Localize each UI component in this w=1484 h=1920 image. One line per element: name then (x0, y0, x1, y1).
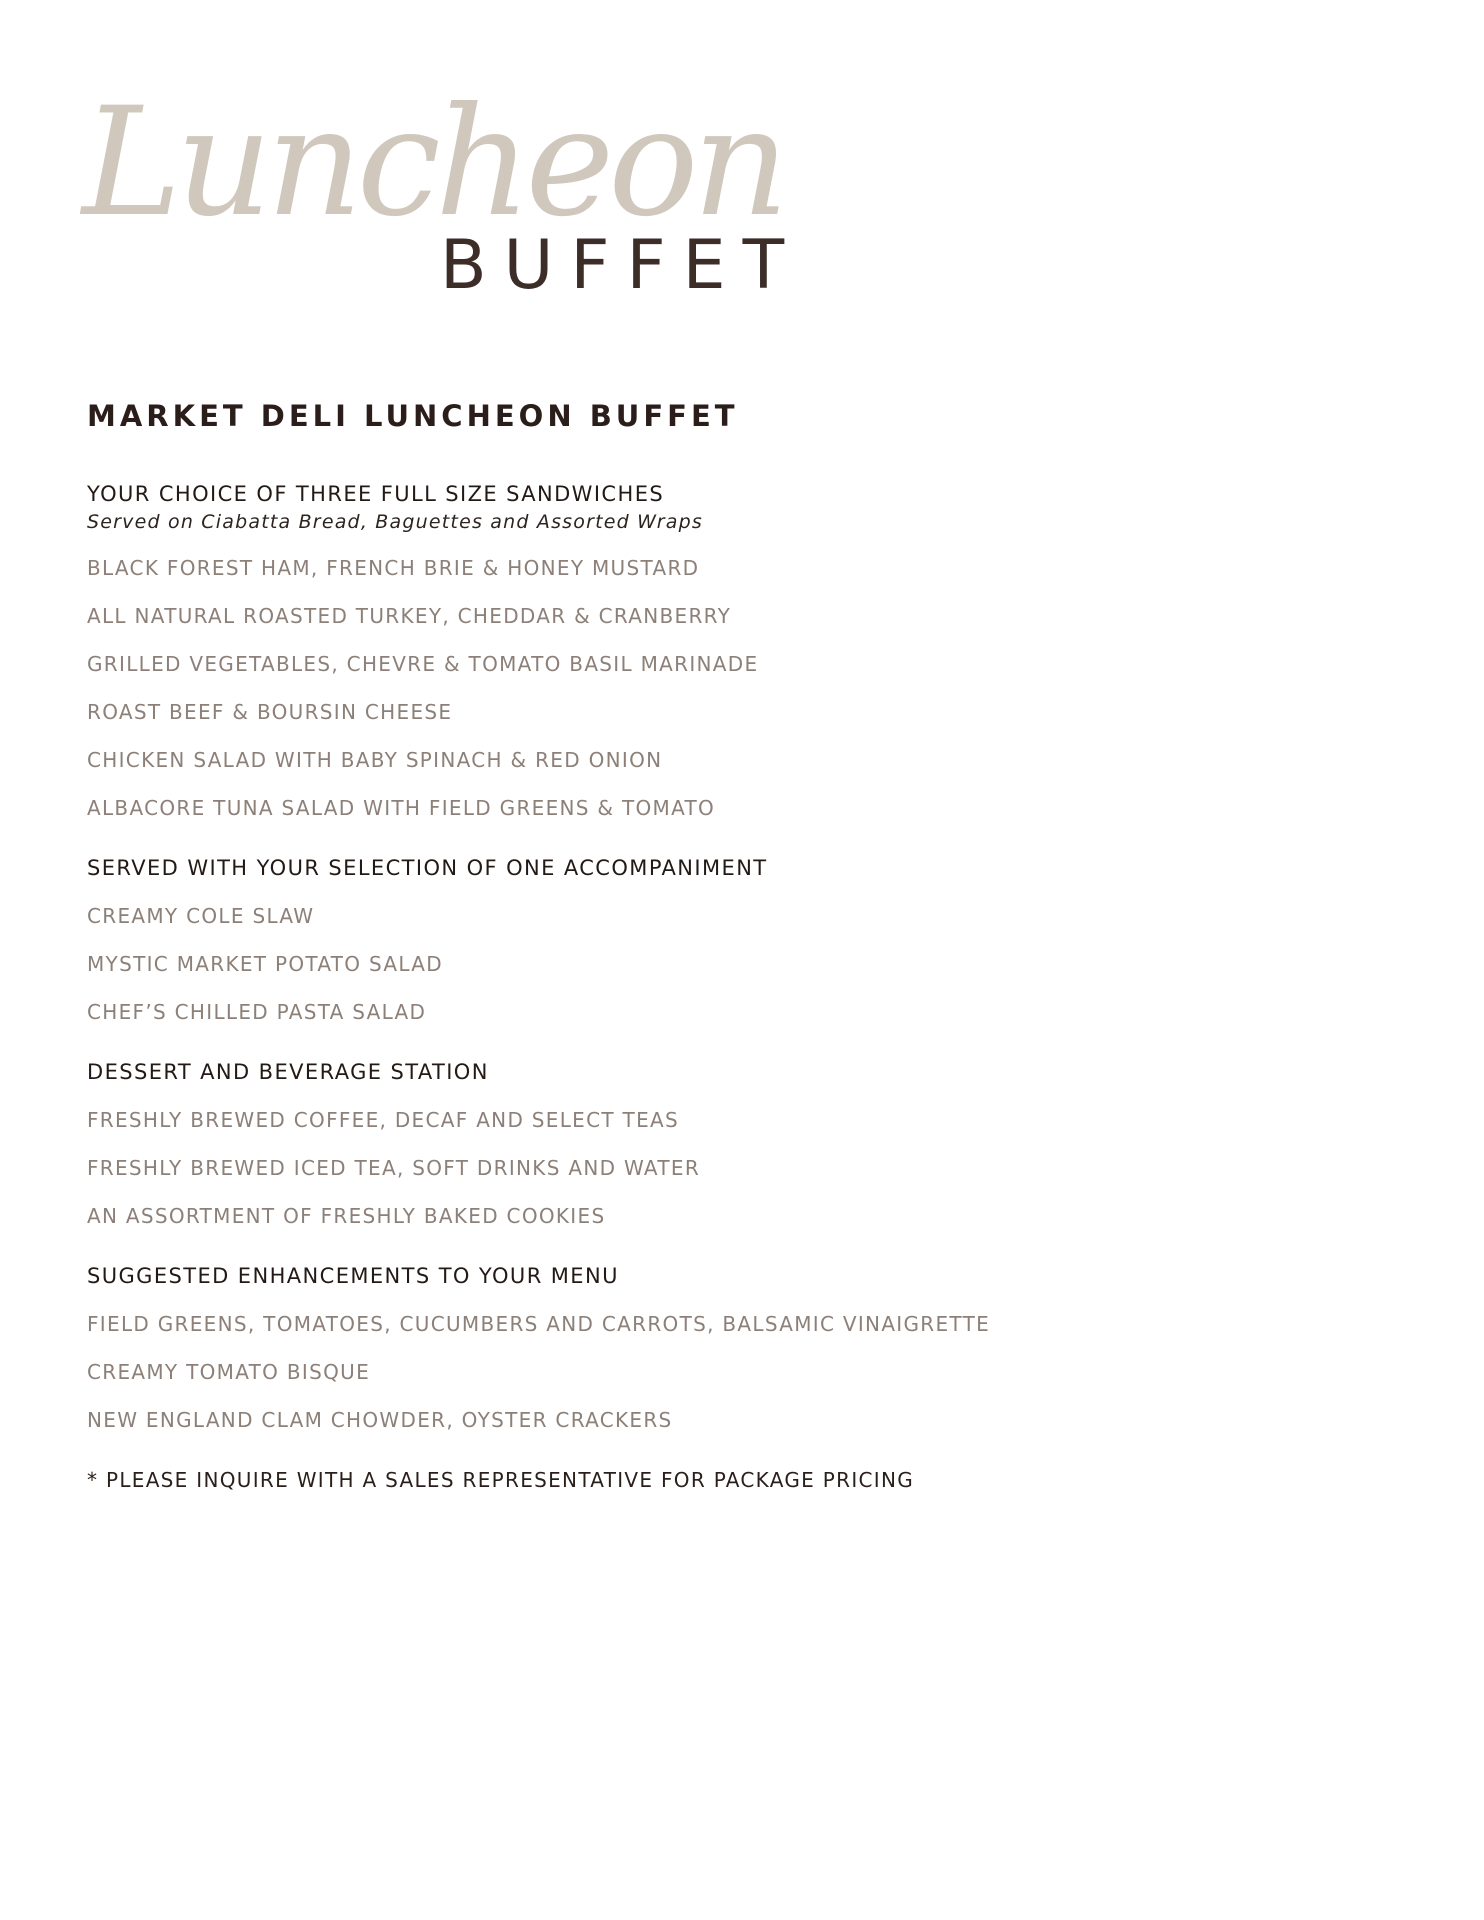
section-heading: SUGGESTED ENHANCEMENTS TO YOUR MENU (87, 1264, 619, 1288)
section-accompaniment (87, 854, 1287, 1026)
list-item: BLACK FOREST HAM, FRENCH BRIE & HONEY MUSTARD (87, 556, 700, 580)
item-list (87, 1106, 1287, 1230)
list-item: ALL NATURAL ROASTED TURKEY, CHEDDAR & CRANBERRY (87, 604, 732, 628)
item-list (87, 1310, 1287, 1434)
list-item: CREAMY COLE SLAW (87, 904, 315, 928)
section-heading: DESSERT AND BEVERAGE STATION (87, 1060, 489, 1084)
list-item: MYSTIC MARKET POTATO SALAD (87, 952, 443, 976)
list-item: CHICKEN SALAD WITH BABY SPINACH & RED ONION (87, 748, 663, 772)
section-dessert-beverage (87, 1058, 1287, 1230)
menu-content (87, 398, 1287, 1494)
list-item: FRESHLY BREWED ICED TEA, SOFT DRINKS AND WATER (87, 1156, 701, 1180)
item-list (87, 554, 1287, 822)
list-item: CHEF’S CHILLED PASTA SALAD (87, 1000, 427, 1024)
section-enhancements (87, 1262, 1287, 1434)
pricing-footnote: * PLEASE INQUIRE WITH A SALES REPRESENTATIVE FOR PACKAGE PRICING (87, 1468, 915, 1492)
script-title: Luncheon (82, 76, 784, 250)
list-item: FRESHLY BREWED COFFEE, DECAF AND SELECT TEAS (87, 1108, 679, 1132)
block-title: BUFFET (440, 226, 802, 305)
list-item: NEW ENGLAND CLAM CHOWDER, OYSTER CRACKERS (87, 1408, 673, 1432)
list-item: GRILLED VEGETABLES, CHEVRE & TOMATO BASIL MARINADE (87, 652, 759, 676)
list-item: ROAST BEEF & BOURSIN CHEESE (87, 700, 453, 724)
section-heading: YOUR CHOICE OF THREE FULL SIZE SANDWICHES (87, 482, 665, 506)
menu-title: MARKET DELI LUNCHEON BUFFET (87, 399, 739, 433)
page-header (82, 60, 842, 320)
section-heading: SERVED WITH YOUR SELECTION OF ONE ACCOMPANIMENT (87, 856, 768, 880)
item-list (87, 902, 1287, 1026)
list-item: ALBACORE TUNA SALAD WITH FIELD GREENS & TOMATO (87, 796, 716, 820)
section-subtitle: Served on Ciabatta Bread, Baguettes and Assorted Wraps (87, 511, 704, 533)
list-item: AN ASSORTMENT OF FRESHLY BAKED COOKIES (87, 1204, 606, 1228)
list-item: CREAMY TOMATO BISQUE (87, 1360, 371, 1384)
section-sandwiches (87, 480, 1287, 822)
list-item: FIELD GREENS, TOMATOES, CUCUMBERS AND CARROTS, BALSAMIC VINAIGRETTE (87, 1312, 991, 1336)
